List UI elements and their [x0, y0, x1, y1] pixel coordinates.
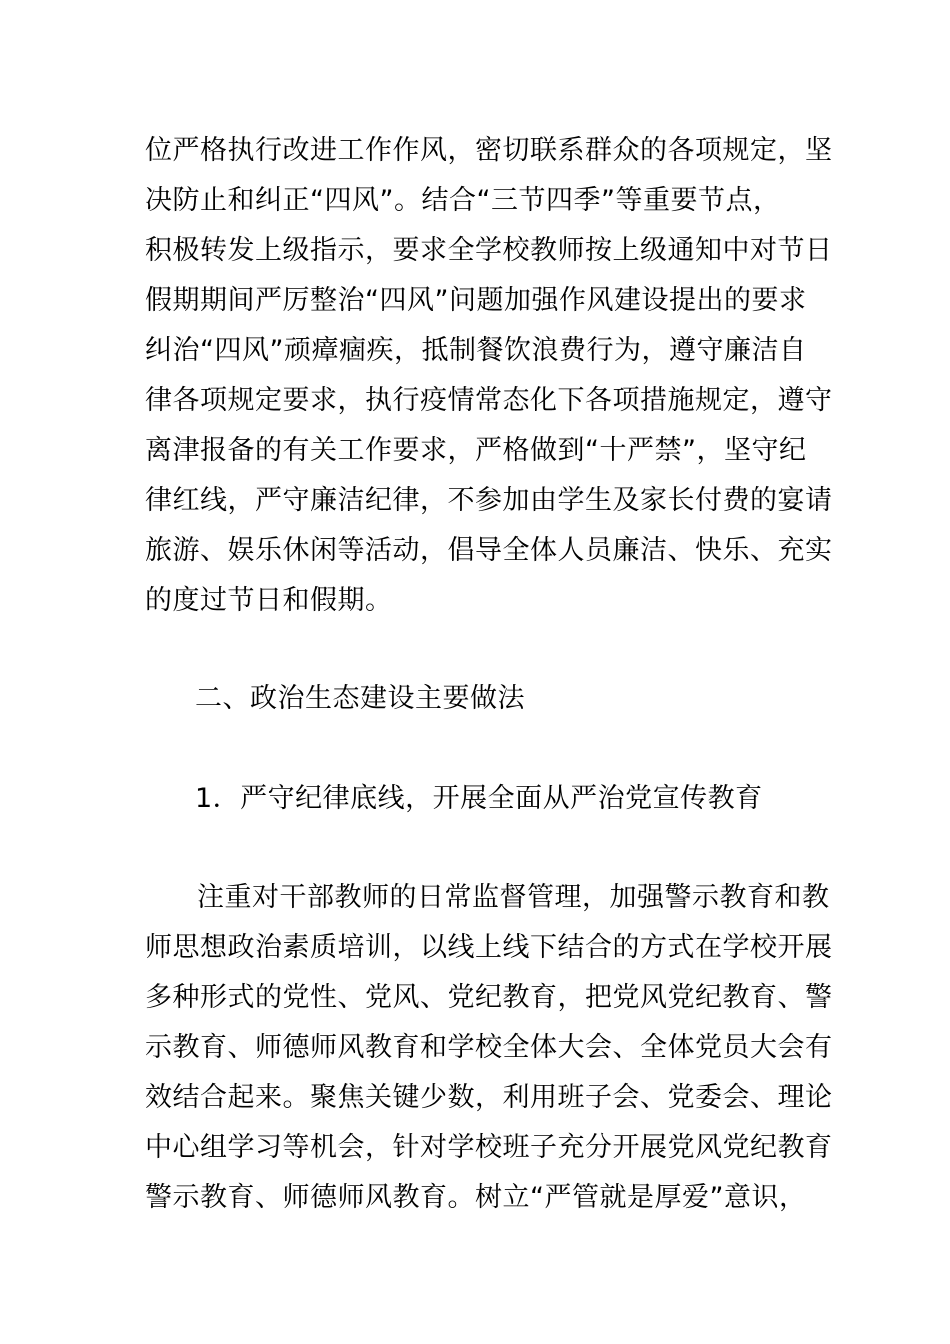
body-paragraph: [145, 873, 833, 1223]
text-line: 注重对干部教师的日常监督管理，加强警示教育和教: [197, 882, 830, 913]
text-line: 离津报备的有关工作要求，严格做到“十严禁”，坚守纪: [145, 435, 807, 466]
text-line: 效结合起来。聚焦关键少数，利用班子会、党委会、理论: [145, 1082, 833, 1113]
text-line: 师思想政治素质培训，以线上线下结合的方式在学校开展: [145, 932, 833, 963]
text-line: 决防止和纠正“四风”。结合“三节四季”等重要节点，: [145, 185, 781, 216]
text-line: 旅游、娱乐休闲等活动，倡导全体人员廉洁、快乐、充实: [145, 535, 833, 566]
text-line: 位严格执行改进工作作风，密切联系群众的各项规定，坚: [145, 135, 833, 166]
text-line: 中心组学习等机会，针对学校班子充分开展党风党纪教育: [145, 1132, 833, 1163]
text-line: 多种形式的党性、党风、党纪教育，把党风党纪教育、警: [145, 982, 833, 1013]
text-line: 积极转发上级指示，要求全学校教师按上级通知中对节日: [145, 235, 833, 266]
text-line: 律红线，严守廉洁纪律，不参加由学生及家长付费的宴请: [145, 485, 833, 516]
text-line: 纠治“四风”顽瘴痼疾，抵制餐饮浪费行为，遵守廉洁自: [145, 335, 807, 366]
section-heading-text: 二、政治生态建设主要做法: [195, 683, 525, 714]
subsection-heading: [195, 774, 860, 824]
section-heading: [195, 674, 860, 724]
text-line: 律各项规定要求，执行疫情常态化下各项措施规定，遵守: [145, 385, 833, 416]
subsection-heading-text: 1．严守纪律底线，开展全面从严治党宣传教育: [195, 783, 763, 814]
text-line: 的度过节日和假期。: [145, 585, 393, 616]
text-line: 警示教育、师德师风教育。树立“严管就是厚爱”意识，: [145, 1182, 807, 1213]
text-line: 假期期间严厉整治“四风”问题加强作风建设提出的要求: [145, 285, 807, 316]
body-paragraph: [145, 126, 833, 626]
text-line: 示教育、师德师风教育和学校全体大会、全体党员大会有: [145, 1032, 833, 1063]
